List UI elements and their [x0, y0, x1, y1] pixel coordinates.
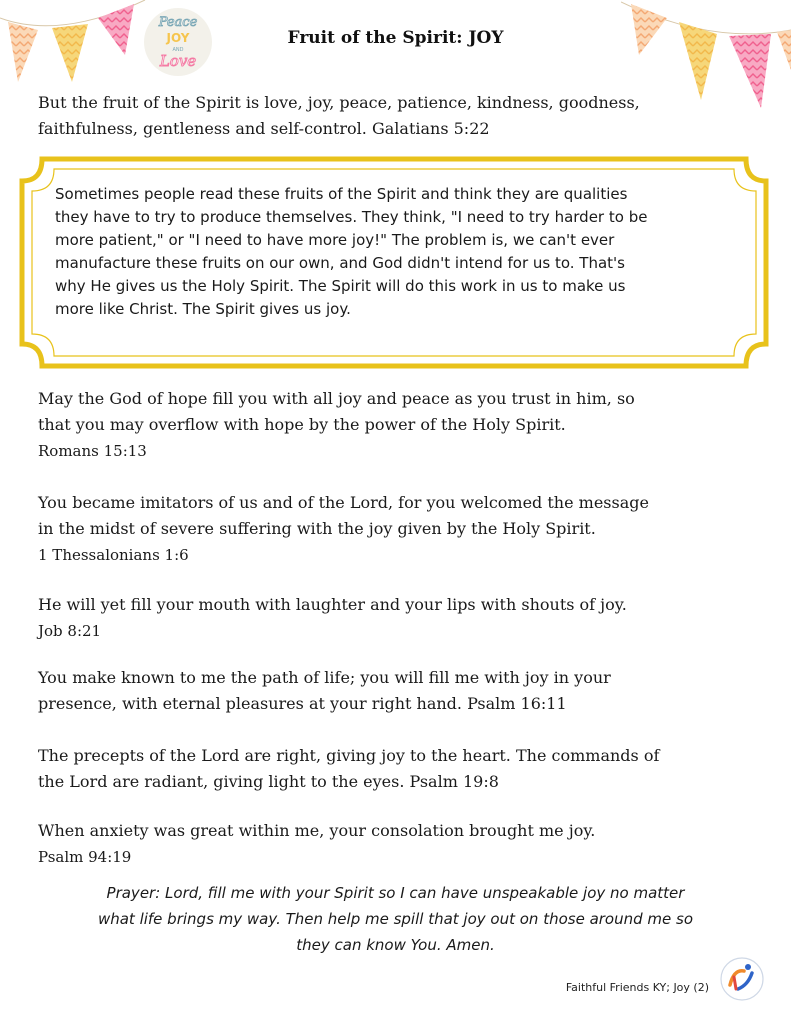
verse-psalm-16: [38, 665, 758, 717]
intro-verse: [38, 90, 758, 142]
callout-line: why He gives us the Holy Spirit. The Spirit will do this work in us to make us: [55, 277, 626, 295]
callout-line: more patient," or "I need to have more joy!" The problem is, we can't ever: [55, 231, 615, 249]
faithful-friends-logo: [718, 955, 766, 1003]
verse-psalm-94: [38, 818, 758, 870]
verse-romans: [38, 386, 758, 464]
verse-line: He will yet fill your mouth with laughter and your lips with shouts of joy.: [38, 595, 627, 614]
verse-line: When anxiety was great within me, your consolation brought me joy.: [38, 821, 596, 840]
prayer-text: [30, 880, 761, 958]
svg-text:Peace: Peace: [158, 15, 198, 30]
callout-line: they have to try to produce themselves. They think, "I need to try harder to be: [55, 208, 648, 226]
verse-line: You make known to me the path of life; you will fill me with joy in your: [38, 668, 611, 687]
intro-verse-line: But the fruit of the Spirit is love, joy, peace, patience, kindness, goodness,: [38, 93, 640, 112]
verse-thessalonians: [38, 490, 758, 568]
verse-line: You became imitators of us and of the Lord, for you welcomed the message: [38, 493, 649, 512]
callout-line: more like Christ. The Spirit gives us joy.: [55, 300, 351, 318]
verse-psalm-19: [38, 743, 758, 795]
verse-line: presence, with eternal pleasures at your right hand. Psalm 16:11: [38, 694, 567, 713]
svg-text:Love: Love: [159, 52, 197, 70]
verse-reference: Job 8:21: [38, 622, 102, 640]
verse-line: May the God of hope fill you with all joy and peace as you trust in him, so: [38, 389, 635, 408]
verse-reference: Romans 15:13: [38, 442, 147, 460]
footer-credit: Faithful Friends KY; Joy (2): [565, 981, 709, 994]
verse-line: the Lord are radiant, giving light to the eyes. Psalm 19:8: [38, 772, 499, 791]
svg-text:AND: AND: [172, 47, 184, 53]
verse-line: The precepts of the Lord are right, giving joy to the heart. The commands of: [38, 746, 660, 765]
intro-verse-line: faithfulness, gentleness and self-control. Galatians 5:22: [38, 119, 490, 138]
verse-reference: 1 Thessalonians 1:6: [38, 546, 189, 564]
svg-text:JOY: JOY: [166, 31, 190, 45]
verse-line: that you may overflow with hope by the power of the Holy Spirit.: [38, 415, 566, 434]
callout-text: [55, 183, 755, 321]
prayer-line: they can know You. Amen.: [296, 936, 495, 954]
verse-line: in the midst of severe suffering with the joy given by the Holy Spirit.: [38, 519, 596, 538]
verse-reference: Psalm 94:19: [38, 848, 132, 866]
callout-line: manufacture these fruits on our own, and God didn't intend for us to. That's: [55, 254, 625, 272]
callout-line: Sometimes people read these fruits of the Spirit and think they are qualities: [55, 185, 628, 203]
prayer-line: Prayer: Lord, fill me with your Spirit so I can have unspeakable joy no matter: [106, 884, 685, 902]
prayer-line: what life brings my way. Then help me spill that joy out on those around me so: [97, 910, 694, 928]
verse-job: [38, 592, 758, 644]
page-title: Fruit of the Spirit: JOY: [287, 28, 504, 48]
